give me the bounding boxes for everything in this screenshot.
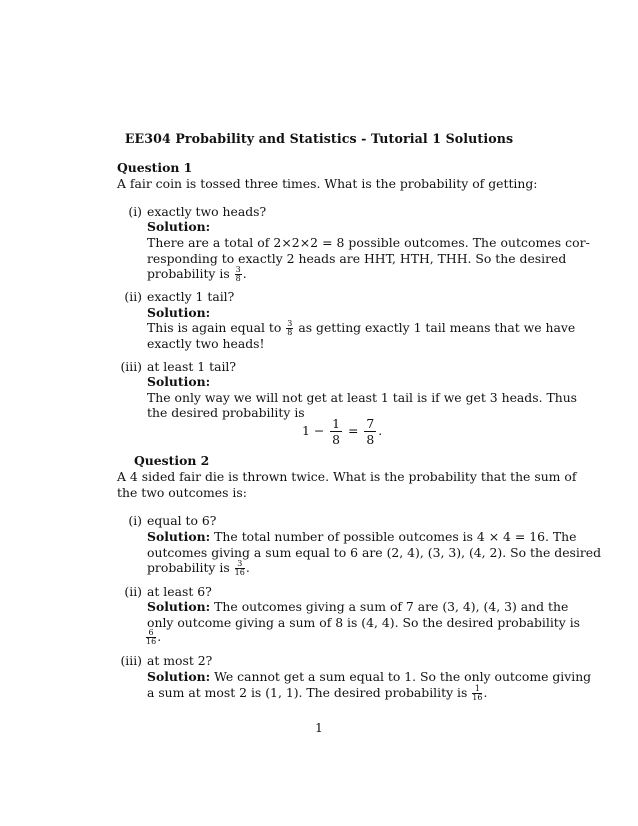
q2-part-iii-solution-label: Solution: <box>147 669 211 684</box>
fraction-numerator: 7 <box>366 416 375 431</box>
q2-part-i-question: equal to 6? <box>147 513 217 528</box>
question-2-intro: the two outcomes is: <box>117 485 247 500</box>
question-1-heading: Question 1 <box>117 160 193 175</box>
fraction <box>364 416 376 447</box>
q1-part-ii-solution-text: This is again equal to <box>147 320 282 335</box>
q1-part-iii-equation <box>302 416 382 447</box>
q2-part-i-solution-text: probability is <box>147 560 230 575</box>
q2-part-iii-number: (iii) <box>120 653 142 668</box>
fraction-numerator: 3 <box>287 319 293 328</box>
q1-part-i-solution-line: probability is $\frac{3}{8}$ . <box>147 265 247 283</box>
fraction <box>146 629 156 646</box>
q2-part-i-solution-line <box>147 529 576 545</box>
q2-part-iii-solution-text: a sum at most 2 is (1, 1). The desired probability is <box>147 685 468 700</box>
fraction-numerator: 1 <box>472 685 482 694</box>
question-1-intro: A fair coin is tossed three times. What is the probability of getting: <box>117 176 538 191</box>
fraction-denominator: 8 <box>366 432 375 447</box>
fraction <box>235 560 245 577</box>
q1-part-iii-solution-line: the desired probability is <box>147 405 305 420</box>
q2-part-iii-solution-line <box>147 669 591 685</box>
fraction <box>286 320 293 337</box>
fraction-denominator: 8 <box>287 328 293 337</box>
q2-part-ii-solution-line: only outcome giving a sum of 8 is (4, 4). So the desired probability is <box>147 615 581 630</box>
document-title: EE304 Probability and Statistics - Tutorial 1 Solutions <box>124 131 514 146</box>
question-2-intro: A 4 sided fair die is thrown twice. What is the probability that the sum of <box>117 469 577 484</box>
fraction-numerator: 3 <box>235 265 241 274</box>
q2-part-ii-solution-text: The outcomes giving a sum of 7 are (3, 4), (4, 3) and the <box>214 599 569 614</box>
fraction-numerator: 3 <box>235 560 245 569</box>
fraction <box>472 685 482 702</box>
fraction-numerator: 1 <box>332 416 341 431</box>
q2-part-ii-number: (ii) <box>124 584 142 599</box>
q2-part-i-solution-line: outcomes giving a sum equal to 6 are (2, 4), (3, 3), (4, 2). So the desired <box>147 545 602 560</box>
page-number: 1 <box>315 720 323 735</box>
q1-part-iii-question: at least 1 tail? <box>147 359 237 374</box>
q1-part-ii-number: (ii) <box>124 289 142 304</box>
q2-part-iii-question: at most 2? <box>147 653 213 668</box>
q2-part-iii-solution-line: a sum at most 2 is (1, 1). The desired probability is $\frac{1}{16}$ . <box>147 684 488 702</box>
equation-text: = <box>348 423 359 438</box>
fraction-denominator: 16 <box>146 637 157 646</box>
q2-part-ii-solution-line <box>147 599 568 615</box>
q1-part-i-solution-text: probability is <box>147 266 230 281</box>
question-2-heading: Question 2 <box>134 453 210 468</box>
q1-part-i-number: (i) <box>128 204 142 219</box>
equation-text: . <box>378 423 383 438</box>
q2-part-ii-question: at least 6? <box>147 584 212 599</box>
q1-part-ii-solution-line <box>147 320 575 337</box>
q1-part-ii-question: exactly 1 tail? <box>147 289 235 304</box>
q1-part-iii-solution-line: The only way we will not get at least 1 tail is if we get 3 heads. Thus <box>147 390 578 405</box>
fraction-denominator: 8 <box>235 274 241 283</box>
q1-part-i-solution-line: There are a total of 2×2×2 = 8 possible outcomes. The outcomes cor- <box>147 235 590 250</box>
q1-part-iii-number: (iii) <box>120 359 142 374</box>
q2-part-ii-solution-label: Solution: <box>147 599 211 614</box>
fraction-denominator: 16 <box>472 693 483 702</box>
q1-part-i-question: exactly two heads? <box>147 204 267 219</box>
q1-part-i-solution-label: Solution: <box>147 219 211 234</box>
fraction <box>235 266 242 283</box>
q1-part-ii-solution-text: as getting exactly 1 tail means that we have <box>298 320 576 335</box>
q2-part-ii-solution-line: $\frac{6}{16}$ . <box>146 628 162 646</box>
fraction-numerator: 6 <box>146 629 156 638</box>
q2-part-i-solution-line: probability is $\frac{3}{16}$ . <box>147 559 250 577</box>
q1-part-ii-solution-line: exactly two heads! <box>147 336 265 351</box>
fraction-denominator: 16 <box>234 568 245 577</box>
q2-part-i-number: (i) <box>128 513 142 528</box>
q2-part-i-solution-label: Solution: <box>147 529 211 544</box>
q2-part-iii-solution-text: We cannot get a sum equal to 1. So the only outcome giving <box>214 669 592 684</box>
q1-part-iii-solution-label: Solution: <box>147 374 211 389</box>
q1-part-i-solution-line: responding to exactly 2 heads are HHT, HTH, THH. So the desired <box>147 251 567 266</box>
equation-text: 1 − <box>302 423 325 438</box>
fraction <box>330 416 342 447</box>
q1-part-ii-solution-label: Solution: <box>147 305 211 320</box>
q2-part-i-solution-text: The total number of possible outcomes is 4 × 4 = 16. The <box>214 529 577 544</box>
fraction-denominator: 8 <box>332 432 341 447</box>
